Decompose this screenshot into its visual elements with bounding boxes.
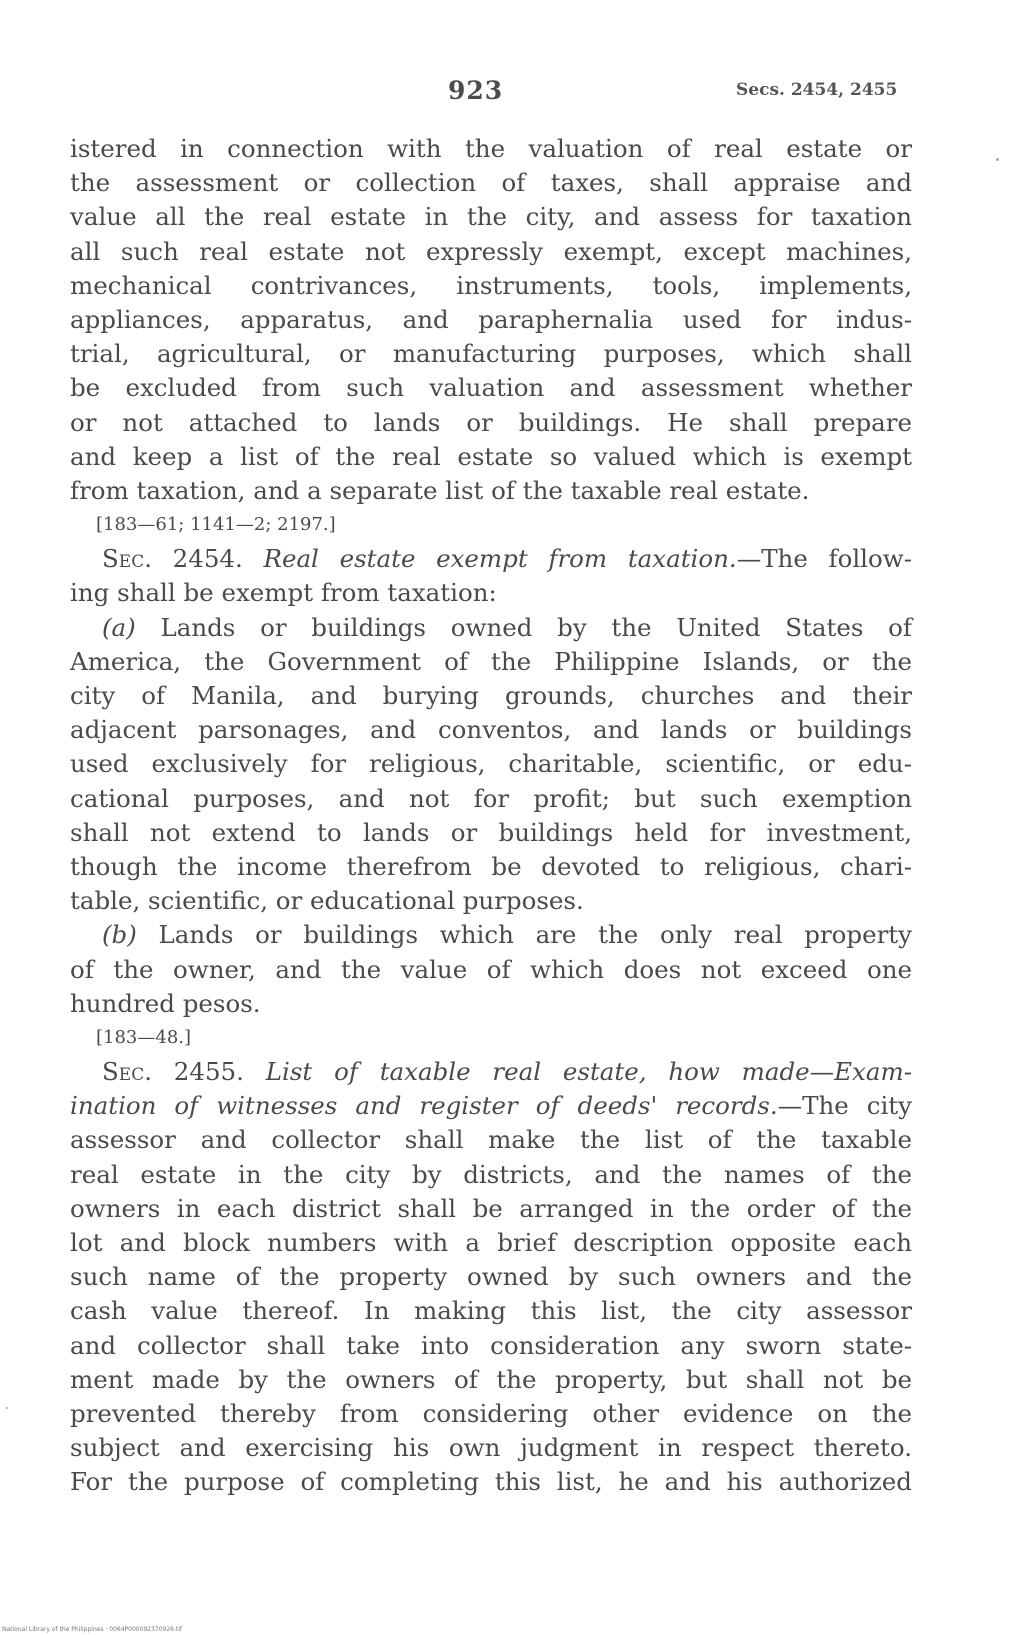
text-line: trial, agricultural, or manufacturing purposes, which shall xyxy=(70,339,912,369)
text-line: used exclusively for religious, charitable, scientific, or edu- xyxy=(70,749,912,779)
text-line: such name of the property owned by such owners and the xyxy=(70,1262,912,1292)
text-line: lot and block numbers with a brief description opposite each xyxy=(70,1228,912,1257)
text-line: ment made by the owners of the property, but shall not be xyxy=(70,1364,912,1394)
text-line: or not attached to lands or buildings. He shall prepare xyxy=(70,407,912,437)
text-line: all such real estate not expressly exempt, except machines, xyxy=(70,236,912,266)
section-2455-heading xyxy=(70,1055,912,1089)
text-line: assessor and collector shall make the list of the taxable xyxy=(70,1125,912,1155)
text-line: ing shall be exempt from taxation: xyxy=(70,578,497,608)
text-line: and collector shall take into consideration any sworn state- xyxy=(70,1330,912,1360)
text-line: city of Manila, and burying grounds, churches and their xyxy=(70,681,912,710)
paragraph-marker: (a) xyxy=(102,612,136,642)
text-line: prevented thereby from considering other evidence on the xyxy=(70,1398,912,1428)
text-line: cash value thereof. In making this list, the city assessor xyxy=(70,1296,912,1326)
section-title: List of taxable real estate, how made—Exam- xyxy=(265,1057,912,1087)
text-line: For the purpose of completing this list, he and his authorized xyxy=(70,1467,912,1497)
text-line: of the owner, and the value of which does not exceed one xyxy=(70,954,912,984)
paragraph-marker: (b) xyxy=(102,920,137,950)
section-title: Real estate exempt from taxation. xyxy=(263,544,737,574)
text-line: from taxation, and a separate list of the taxable real estate. xyxy=(70,475,810,505)
page-number: 923 xyxy=(448,76,504,105)
citation: [183—48.] xyxy=(96,1026,192,1048)
text-line: mechanical contrivances, instruments, tools, implements, xyxy=(70,270,912,300)
text-fragment: —The follow- xyxy=(736,544,912,574)
text-line: be excluded from such valuation and assessment whether xyxy=(70,373,912,403)
text-line: appliances, apparatus, and paraphernalia used for indus- xyxy=(70,304,912,334)
text-line: adjacent parsonages, and conventos, and lands or buildings xyxy=(70,715,912,745)
section-2455-heading-continued xyxy=(70,1089,912,1123)
text-line: hundred pesos. xyxy=(70,988,261,1018)
scan-footer: National Library of the Philippines · 0064P000092370926.tif xyxy=(2,1626,183,1633)
section-label: Sec. 2454. xyxy=(102,544,243,574)
text-line: owners in each district shall be arranged in the order of the xyxy=(70,1193,912,1223)
text-line: America, the Government of the Philippine Islands, or the xyxy=(70,646,912,676)
text-fragment: —The city xyxy=(777,1091,912,1121)
body-text xyxy=(70,132,912,1500)
section-2454-heading xyxy=(70,542,912,576)
text-line: istered in connection with the valuation of real estate or xyxy=(70,134,912,163)
text-line: and keep a list of the real estate so valued which is exempt xyxy=(70,441,912,471)
text-fragment: Lands or buildings which are the only real property xyxy=(136,920,912,950)
running-header-sections: Secs. 2454, 2455 xyxy=(736,80,898,100)
text-line: cational purposes, and not for profit; but such exemption xyxy=(70,783,912,813)
paragraph-a-first-line xyxy=(70,611,912,645)
text-line: real estate in the city by districts, and the names of the xyxy=(70,1159,912,1189)
text-line: though the income therefrom be devoted to religious, chari- xyxy=(70,851,912,881)
section-title: ination of witnesses and register of deeds' records. xyxy=(70,1091,778,1121)
text-line: table, scientific, or educational purposes. xyxy=(70,886,584,916)
text-line: the assessment or collection of taxes, shall appraise and xyxy=(70,168,912,198)
paragraph-b-first-line xyxy=(70,918,912,952)
section-label: Sec. 2455. xyxy=(102,1057,244,1087)
citation: [183—61; 1141—2; 2197.] xyxy=(96,514,336,536)
text-line: shall not extend to lands or buildings held for investment, xyxy=(70,817,912,847)
scan-speck xyxy=(6,1407,8,1409)
text-line: subject and exercising his own judgment in respect thereto. xyxy=(70,1433,912,1463)
text-line: value all the real estate in the city, and assess for taxation xyxy=(70,202,912,232)
scan-speck xyxy=(996,158,999,161)
text-fragment: Lands or buildings owned by the United States of xyxy=(135,612,912,642)
